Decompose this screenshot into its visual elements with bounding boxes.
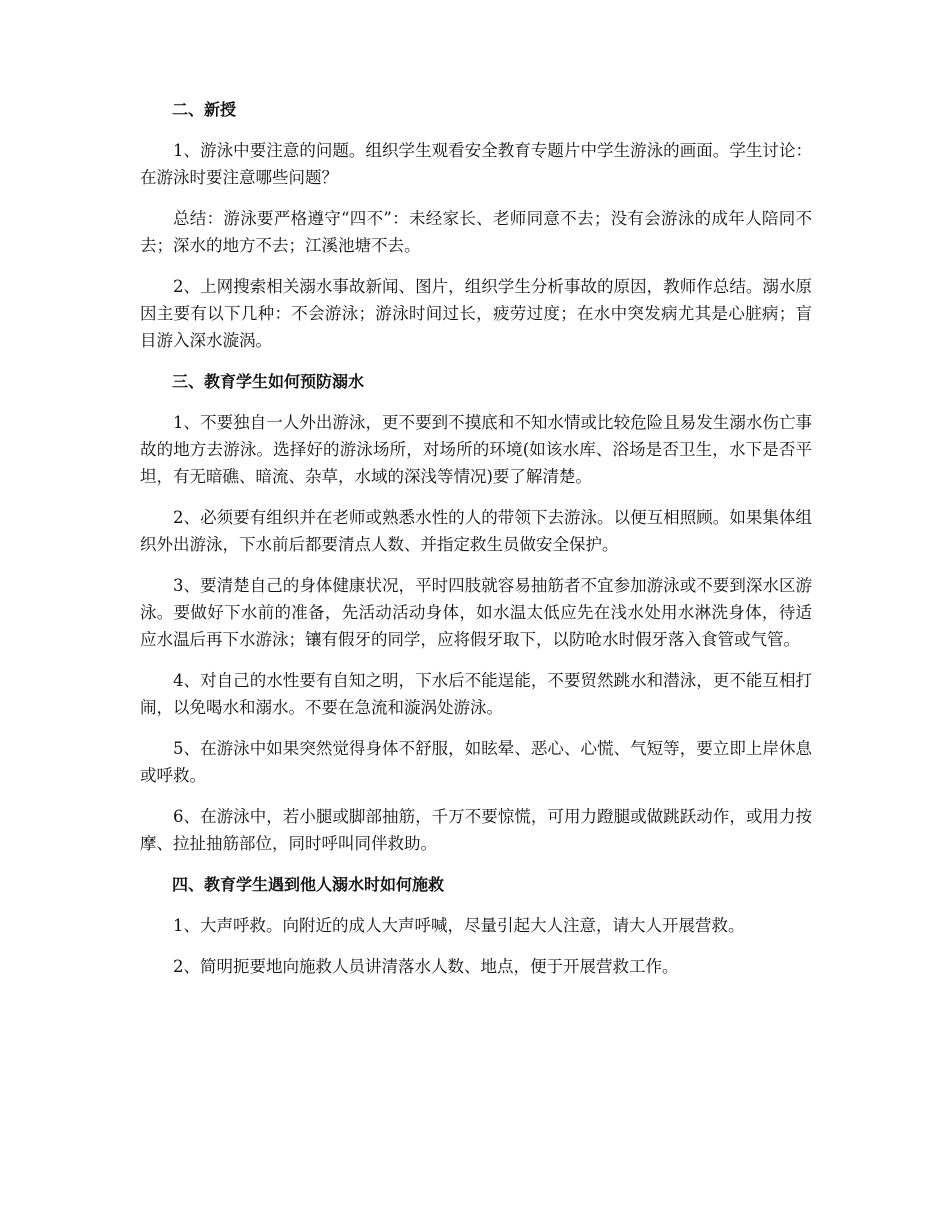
paragraph: 1、大声呼救。向附近的成人大声呼喊，尽量引起大人注意，请大人开展营救。 (173, 916, 745, 935)
paragraph: 3、要清楚自己的身体健康状况，平时四肢就容易抽筋者不宜参加游泳或不要到深水区游泳。要做好下水前的准备，先活动活动身体，如水温太低应先在浅水处用水淋洗身体，待适应水温后再下水游泳；镶有假牙的同学，应将假牙取下，以防呛水时假牙落入食管或气管。 (140, 576, 812, 649)
paragraph: 6、在游泳中，若小腿或脚部抽筋，千万不要惊慌，可用力蹬腿或做跳跃动作，或用力按摩、拉扯抽筋部位，同时呼叫同伴救助。 (140, 807, 812, 853)
paragraph: 1、不要独自一人外出游泳，更不要到不摸底和不知水情或比较危险且易发生溺水伤亡事故的地方去游泳。选择好的游泳场所，对场所的环境(如该水库、浴场是否卫生，水下是否平坦，有无暗礁、暗流、杂草，水域的深浅等情况)要了解清楚。 (140, 413, 812, 486)
paragraph: 2、上网搜索相关溺水事故新闻、图片，组织学生分析事故的原因，教师作总结。溺水原因主要有以下几种：不会游泳；游泳时间过长，疲劳过度；在水中突发病尤其是心脏病；盲目游入深水漩涡。 (140, 277, 812, 350)
document-body (140, 96, 812, 994)
section-heading-prevention: 三、教育学生如何预防溺水 (172, 372, 365, 391)
section-heading-new-lesson: 二、新授 (172, 100, 237, 119)
paragraph: 4、对自己的水性要有自知之明，下水后不能逞能，不要贸然跳水和潜泳，更不能互相打闹，以免喝水和溺水。不要在急流和漩涡处游泳。 (140, 671, 812, 717)
paragraph: 2、简明扼要地向施救人员讲清落水人数、地点，便于开展营救工作。 (173, 957, 679, 976)
section-heading-rescue: 四、教育学生遇到他人溺水时如何施救 (172, 875, 445, 894)
paragraph: 1、游泳中要注意的问题。组织学生观看安全教育专题片中学生游泳的画面。学生讨论：在游泳时要注意哪些问题？ (140, 141, 812, 187)
paragraph: 总结：游泳要严格遵守“四不”：未经家长、老师同意不去；没有会游泳的成年人陪同不去；深水的地方不去；江溪池塘不去。 (140, 209, 812, 255)
paragraph: 5、在游泳中如果突然觉得身体不舒服，如眩晕、恶心、心慌、气短等，要立即上岸休息或呼救。 (140, 739, 812, 785)
paragraph: 2、必须要有组织并在老师或熟悉水性的人的带领下去游泳。以便互相照顾。如果集体组织外出游泳，下水前后都要清点人数、并指定救生员做安全保护。 (140, 508, 812, 554)
